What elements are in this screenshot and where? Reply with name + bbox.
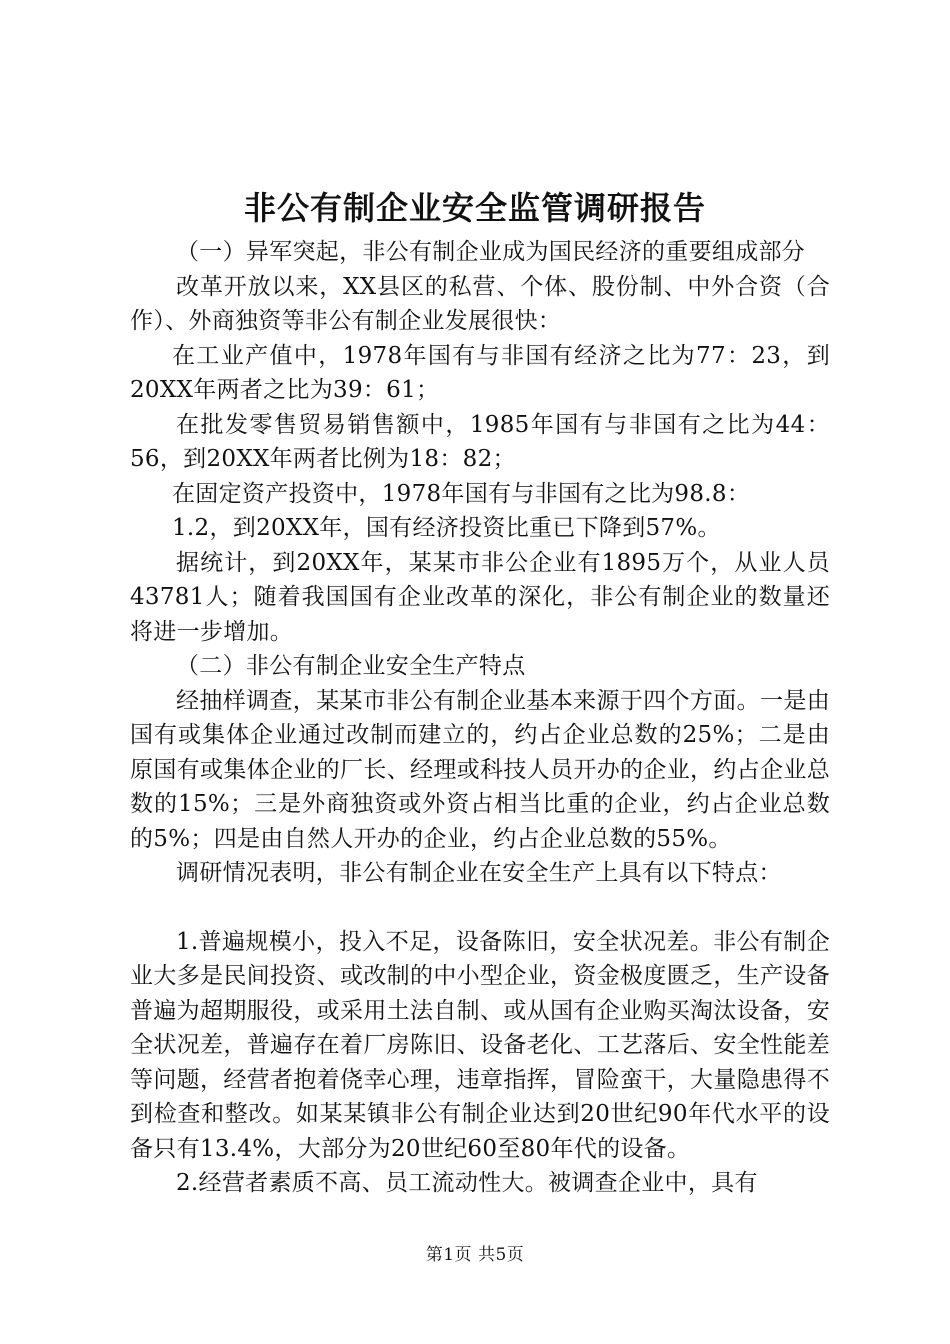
- paragraph: 改革开放以来，XX县区的私营、个体、股份制、中外合资（合作）、外商独资等非公有制企业发展很快：: [130, 273, 830, 334]
- document-body: [130, 235, 830, 1201]
- document-title: 非公有制企业安全监管调研报告: [243, 189, 706, 227]
- paragraph: 在固定资产投资中，1978年国有与非国有之比为98.8：: [172, 480, 751, 507]
- paragraph: 调研情况表明，非公有制企业在安全生产上具有以下特点：: [176, 860, 782, 886]
- paragraph: 据统计，到20XX年，某某市非公企业有1895万个，从业人员43781人；随着我国国有企业改革的深化，非公有制企业的数量还将进一步增加。: [130, 549, 830, 645]
- paragraph: 1.2，到20XX年，国有经济投资比重已下降到57%。: [172, 515, 721, 541]
- page-footer: 第1页 共5页: [425, 1245, 525, 1265]
- paragraph: 1.普遍规模小，投入不足，设备陈旧，安全状况差。非公有制企业大多是民间投资、或改制的中小型企业，资金极度匮乏，生产设备普遍为超期服役，或采用土法自制、或从国有企业购买淘汰设备，安全状况差，普遍存在着厂房陈旧、设备老化、工艺落后、安全性能差等问题，经营者抱着侥幸心理，违章指挥，冒险蛮干，大量隐患得不到检查和整改。如某某镇非公有制企业达到20世纪90年代水平的设备只有13.4%，大部分为20世纪60至80年代的设备。: [130, 928, 830, 1162]
- paragraph: 2.经营者素质不高、员工流动性大。被调查企业中，具有: [176, 1170, 758, 1196]
- paragraph: 在批发零售贸易销售额中，1985年国有与非国有之比为44：56，到20XX年两者比例为18：82；: [130, 411, 830, 472]
- paragraph: 在工业产值中，1978年国有与非国有经济之比为77：23，到20XX年两者之比为39：61；: [130, 342, 830, 403]
- section-heading-1: （一）异军突起，非公有制企业成为国民经济的重要组成部分: [176, 239, 806, 265]
- paragraph: 经抽样调查，某某市非公有制企业基本来源于四个方面。一是由国有或集体企业通过改制而建立的，约占企业总数的25%；二是由原国有或集体企业的厂长、经理或科技人员开办的企业，约占企业总数的15%；三是外商独资或外资占相当比重的企业，约占企业总数的5%；四是由自然人开办的企业，约占企业总数的55%。: [130, 687, 830, 852]
- section-heading-2: （二）非公有制企业安全生产特点: [176, 653, 526, 679]
